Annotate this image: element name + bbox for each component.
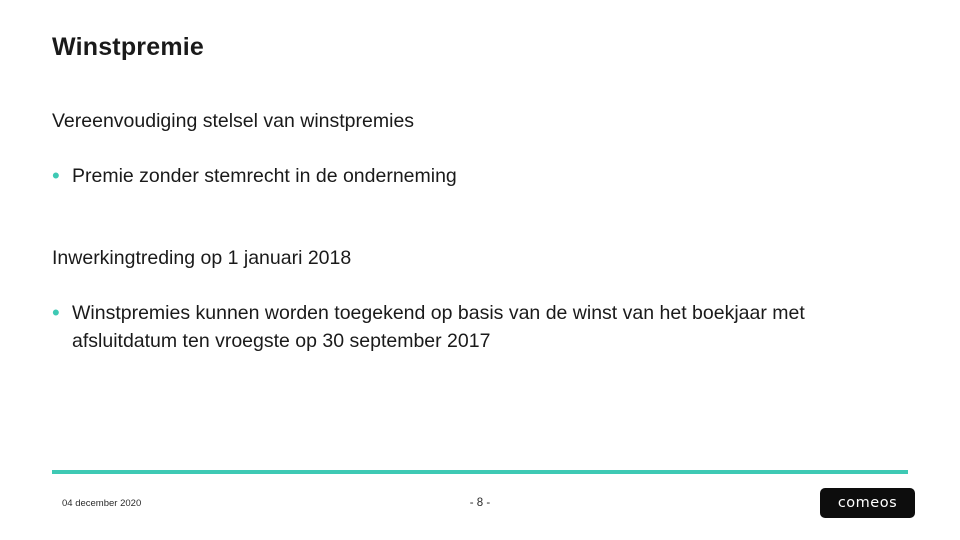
logo-text: comeos	[837, 495, 898, 511]
section-spacer	[52, 191, 912, 245]
bullet-icon: •	[52, 163, 60, 189]
bullet-text: Winstpremies kunnen worden toegekend op basis van de winst van het boekjaar met afsluitdatum ten vroegste op 30 september 2017	[72, 301, 805, 353]
footer-divider	[52, 470, 908, 474]
list-item	[52, 299, 912, 356]
section-heading-1: Vereenvoudiging stelsel van winstpremies	[52, 110, 415, 132]
page-title: Winstpremie	[52, 33, 205, 61]
section-heading-2: Inwerkingtreding op 1 januari 2018	[52, 246, 352, 269]
slide-body	[52, 108, 912, 355]
comeos-logo	[820, 488, 915, 518]
bullet-text: Premie zonder stemrecht in de onderneming	[72, 165, 457, 188]
footer-page-number: - 8 -	[469, 497, 491, 509]
list-item	[52, 162, 912, 190]
bullet-icon: •	[52, 299, 60, 325]
footer-date: 04 december 2020	[62, 498, 142, 509]
